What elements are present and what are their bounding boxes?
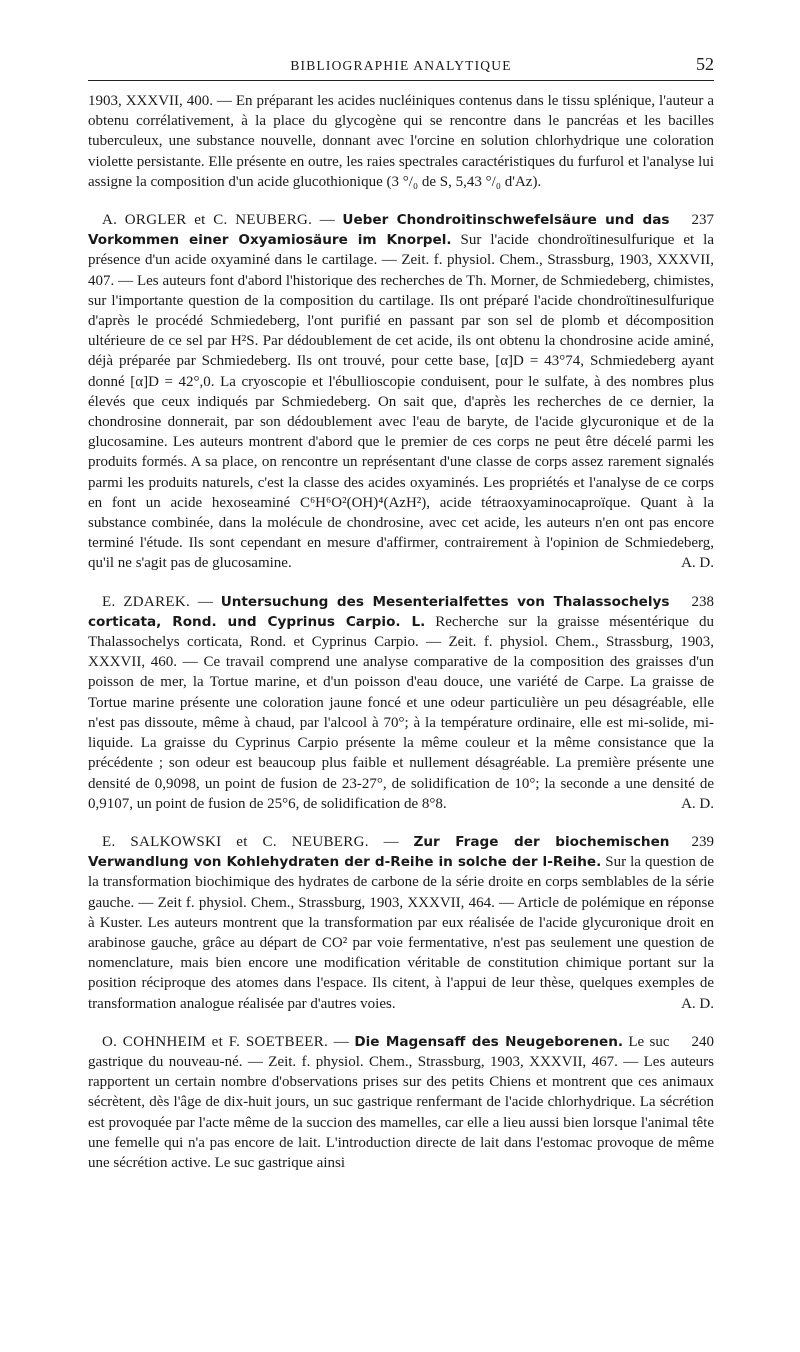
page-number: 52 [696, 54, 714, 74]
continued-entry-text: 1903, XXXVII, 400. — En préparant les acides nucléiniques contenus dans le tissu splénique, l'auteur a obtenu corrélativement, à la place du glycogène qui se rencontre dans le pancréas et les bacilles tuberculeux, une substance nouvelle, donnant avec l'orcine en solution chlorhydrique une coloration violette persistante. Elle présente en outre, les raies spectrales caractéristiques du furfurol et l'analyse lui assigne la composition d'un acide glucothionique (3 °/₀ de S, 5,43 °/₀ d'Az). [88, 93, 714, 190]
entry-237 [88, 210, 714, 574]
entry-paragraph [88, 1032, 714, 1173]
entry-authors: E. ZDAREK. — [102, 593, 214, 610]
entry-number: 240 [691, 1033, 714, 1050]
entry-239 [88, 832, 714, 1014]
entry-paragraph [88, 592, 714, 814]
entry-signature: A. D. [681, 995, 714, 1012]
entry-body: Sur l'acide chondroïtinesulfurique et la présence d'un acide oxyaminé dans le cartilage. — Zeit. f. physiol. Chem., Strassburg, 1903, XXXVII, 407. — Les auteurs font d'abord l'historique des recherches de Th. Morner, de Schmiedeberg, chimistes, sur l'importante question de la composition du cartilage. Ils ont préparé l'acide chondroïtinesulfurique d'après le procédé Schmiedeberg, l'ont purifié en passant par son sel de plomb et décomposition ultérieure de ce sel par H²S. Par dédoublement de cet acide, ils ont obtenu la chondrosine acide aminé, déjà préparée par Schmiedeberg. Ils ont trouvé, pour cette base, [α]D = 43°74, Schmiedeberg ayant donné [α]D = 42°,0. La cryoscopie et l'ébullioscopie conduisent, pour le sulfate, à des nombres plus élevés que ceux indiqués par Schmiedeberg. On sait que, d'après les recherches de ce dernier, la chondrosine donnerait, par son dédoublement avec l'eau de baryte, de l'acide glycuronique et de la glucosamine. Les auteurs montrent d'abord que le premier de ces corps ne peut être décelé parmi les produits formés. A sa place, on rencontre un représentant d'une classe de corps assez rarement signalés parmi les produits naturels, c'est la classe des acides oxyaminés. Les propriétés et l'analyse de ce corps en font un acide hexoseaminé C⁶H⁶O²(OH)⁴(AzH²), acide tétraoxyaminocaproïque. Quant à la substance combinée, dans la molécule de chondrosine, avec cet acide, les auteurs n'en ont pas encore terminé l'étude. Ils sont cependant en mesure d'affirmer, contrairement à l'opinion de Schmiedeberg, qu'il ne s'agit pas de glucosamine. [88, 232, 715, 572]
page [88, 48, 714, 1173]
entry-authors: A. ORGLER et C. NEUBERG. — [102, 212, 336, 229]
page-header [88, 48, 714, 76]
entry-number: 237 [691, 212, 714, 229]
entry-paragraph [88, 832, 714, 1014]
continued-entry [88, 91, 714, 192]
entry-238 [88, 592, 714, 814]
entry-signature: A. D. [681, 555, 714, 572]
entry-authors: E. SALKOWSKI et C. NEUBERG. — [102, 833, 399, 850]
header-rule [88, 80, 714, 81]
entry-title: Die Magensaff des Neugeborenen. [354, 1033, 624, 1050]
entry-title: Ueber Chondroitinschwefelsäure und das Vorkommen einer Oxyamiosäure im Knorpel. [88, 212, 670, 249]
running-title: BIBLIOGRAPHIE ANALYTIQUE [290, 58, 512, 73]
entry-title: Untersuchung des Mesenterialfettes von Thalassochelys corticata, Rond. und Cyprinus Carpio. L. [88, 593, 670, 630]
entry-paragraph [88, 210, 714, 574]
entry-240 [88, 1032, 714, 1173]
entry-number: 239 [691, 833, 714, 850]
entry-body: Recherche sur la graisse mésentérique du Thalassochelys corticata, Rond. et Cyprinus Carpio. — Zeit. f. physiol. Chem., Strassburg, 1903, XXXVII, 460. — Ce travail comprend une analyse comparative de la composition des graisses d'un poisson de mer, la Tortue marine, et d'un poisson d'eau douce, une variété de Carpe. La graisse de Tortue marine présente une coloration jaune foncé et une odeur particulière un peu désagréable, elle n'est pas dissoute, même à chaud, par l'alcool à 70°; à la température ordinaire, elle est mi-solide, mi-liquide. La graisse du Cyprinus Carpio présente la même couleur et la même consistance que la précédente ; son odeur est beaucoup plus faible et nullement désagréable. La première présente une densité de 0,9098, un point de fusion de 23-27°, de solidification de 10°; la seconde a une densité de 0,9107, un point de fusion de 25°6, de solidification de 8°8. [88, 613, 714, 812]
entry-signature: A. D. [681, 795, 714, 812]
entry-authors: O. COHNHEIM et F. SOETBEER. — [102, 1033, 350, 1050]
entry-body: Le suc gastrique du nouveau-né. — Zeit. f. physiol. Chem., Strassburg, 1903, XXXVII, 467. — Les auteurs rapportent un certain nombre d'observations prises sur des petits Chiens et montrent que ces animaux sécrètent, dès l'âge de dix-huit jours, un suc gastrique renfermant de l'acide chlorhydrique. La sécrétion est provoquée par l'acte même de la succion des mamelles, car elle a lieu aussi bien lorsque l'animal tête une femelle qui n'a pas encore de lait. L'introduction directe de lait dans l'estomac provoque de même une sécrétion active. Le suc gastrique ainsi [88, 1033, 714, 1171]
entry-number: 238 [691, 593, 714, 610]
entry-body: Sur la question de la transformation biochimique des hydrates de carbone de la série droite en corps semblables de la série gauche. — Zeit f. physiol. Chem., Strassburg, 1903, XXXVII, 464. — Article de polémique en réponse à Kuster. Les auteurs montrent que la transformation par eux réalisée de l'acide glycuronique droit en arabinose gauche, grâce au départ de CO² par voie fermentative, n'est pas seulement une question de nomenclature, mais bien encore une modification véritable de constitution chimique portant sur la position réciproque des atomes dans l'espace. Ils citent, à l'appui de leur thèse, quelques exemples de transformation analogue réalisée par d'autres voies. [88, 854, 714, 1012]
entry-title: Zur Frage der biochemischen Verwandlung von Kohlehydraten der d-Reihe in solche der l-Reihe. [88, 833, 670, 871]
